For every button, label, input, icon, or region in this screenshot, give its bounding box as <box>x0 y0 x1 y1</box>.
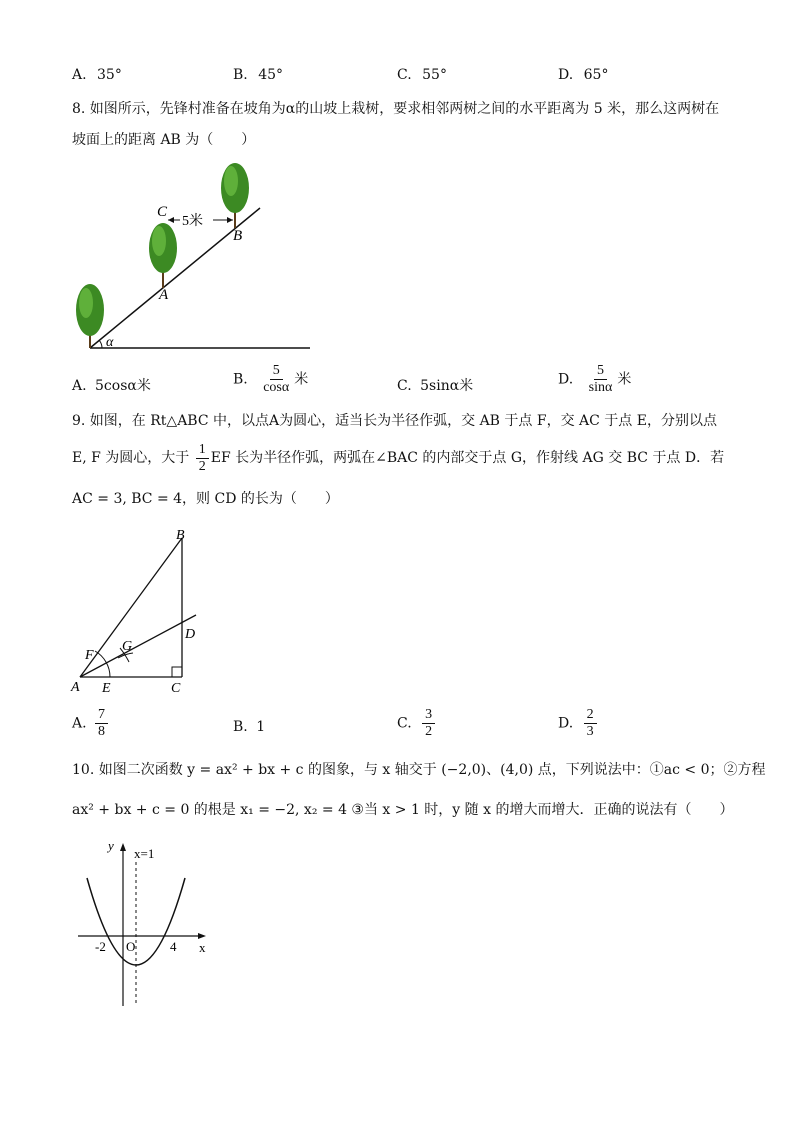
fraction <box>586 363 616 396</box>
arc-ef <box>95 651 110 677</box>
option-text: 55° <box>422 67 447 83</box>
q7-option-b <box>233 67 283 83</box>
label-g: G <box>122 639 133 654</box>
fraction-denominator: cosα <box>263 380 290 395</box>
tree-icon <box>76 284 104 348</box>
option-letter: A. <box>72 378 87 394</box>
option-letter: B. <box>233 67 248 83</box>
side-ab <box>80 538 182 677</box>
option-letter: A. <box>72 715 87 732</box>
y-axis-arrow <box>120 843 126 851</box>
q9-option-c <box>397 707 437 740</box>
option-text: 1 <box>256 719 266 735</box>
label-c: C <box>171 681 181 696</box>
fraction-numerator: 2 <box>584 707 597 724</box>
option-text: 45° <box>258 67 284 83</box>
fraction-numerator: 3 <box>422 707 435 724</box>
option-text: 5sinα米 <box>420 378 474 394</box>
fraction-denominator: 3 <box>586 724 594 739</box>
option-letter: C. <box>397 67 412 83</box>
label-y: y <box>108 838 114 853</box>
option-letter: A. <box>72 67 87 83</box>
q9-stem-line3: AC = 3, BC = 4，则 CD 的长为（ ） <box>72 491 339 507</box>
unit: 米 <box>294 371 309 388</box>
q7-option-c <box>397 67 447 83</box>
q9-option-d <box>558 707 599 740</box>
option-text: 35° <box>97 67 122 83</box>
tree-icon <box>149 223 177 288</box>
fraction-numerator: 5 <box>594 363 607 380</box>
q10-stem-line2: ax² + bx + c = 0 的根是 x₁ = −2, x₂ = 4 ③当 x > 1 时，y 随 x 的增大而增大．正确的说法有（ ） <box>72 802 734 818</box>
fraction <box>260 363 292 396</box>
fraction <box>584 707 597 740</box>
q8-slope-figure <box>68 160 318 355</box>
ray-ag <box>80 615 196 677</box>
fraction-denominator: 2 <box>425 724 433 739</box>
label-origin: O <box>126 939 136 954</box>
q7-option-a <box>72 67 122 83</box>
q8-stem-line2: 坡面上的距离 AB 为（ ） <box>72 132 256 148</box>
q9-stem-line2 <box>72 440 724 476</box>
label-c: C <box>157 204 168 220</box>
label-4: 4 <box>170 939 177 954</box>
option-letter: B. <box>233 371 248 388</box>
unit: 米 <box>617 371 632 388</box>
stem-text: EF 长为半径作弧，两弧在∠BAC 的内部交于点 G，作射线 AG 交 BC 于点 D．若 <box>210 450 725 466</box>
fraction <box>422 707 435 740</box>
option-letter: B. <box>233 719 248 735</box>
q8-option-b <box>233 363 308 396</box>
label-d: D <box>185 627 196 642</box>
label-a: A <box>71 680 80 695</box>
option-text: 5cosα米 <box>95 378 151 394</box>
option-text: 65° <box>583 67 609 83</box>
q7-option-d <box>558 67 608 83</box>
label-symmetry: x=1 <box>134 846 155 861</box>
q9-triangle-figure <box>68 524 213 696</box>
q10-stem-line1: 10. 如图二次函数 y = ax² + bx + c 的图象，与 x 轴交于 (−2,0)、(4,0) 点，下列说法中：①ac < 0；②方程 <box>72 762 766 778</box>
fraction <box>95 707 108 740</box>
q9-stem-line1: 9. 如图，在 Rt△ABC 中，以点A为圆心，适当长为半径作弧，交 AB 于点 F，交 AC 于点 E，分别以点 <box>72 413 717 429</box>
option-letter: C. <box>397 378 412 394</box>
tree-icon <box>221 163 249 228</box>
stem-text: E, F 为圆心，大于 <box>72 450 190 466</box>
label-neg2: -2 <box>95 939 106 954</box>
fraction-denominator: 8 <box>98 724 106 739</box>
label-alpha: α <box>106 335 114 350</box>
label-a: A <box>159 287 169 303</box>
angle-arc <box>99 340 102 348</box>
x-axis-arrow <box>198 933 206 939</box>
fraction-denominator: sinα <box>588 380 613 395</box>
q9-option-b <box>233 719 265 735</box>
option-letter: C. <box>397 715 412 732</box>
fraction-numerator: 7 <box>95 707 108 724</box>
option-letter: D. <box>558 715 574 732</box>
right-angle-mark <box>172 667 182 677</box>
label-distance: 5米 <box>182 214 203 229</box>
q8-option-a <box>72 375 151 395</box>
label-b: B <box>176 528 185 543</box>
label-b: B <box>233 228 243 244</box>
q8-stem-line1: 8. 如图所示，先锋村准备在坡角为α的山坡上栽树，要求相邻两树之间的水平距离为 5 米，那么这两树在 <box>72 101 720 117</box>
fraction-denominator: 2 <box>198 458 206 474</box>
label-x: x <box>199 940 206 955</box>
label-e: E <box>102 681 111 696</box>
fraction-numerator: 1 <box>196 442 209 459</box>
q9-option-a <box>72 707 110 740</box>
label-f: F <box>85 648 94 663</box>
q10-parabola-graph <box>72 838 217 1010</box>
q8-option-d <box>558 363 631 396</box>
option-letter: D. <box>558 371 574 388</box>
fraction-numerator: 5 <box>270 363 283 380</box>
fraction <box>196 442 209 475</box>
q8-option-c <box>397 375 473 395</box>
option-letter: D. <box>558 67 574 83</box>
